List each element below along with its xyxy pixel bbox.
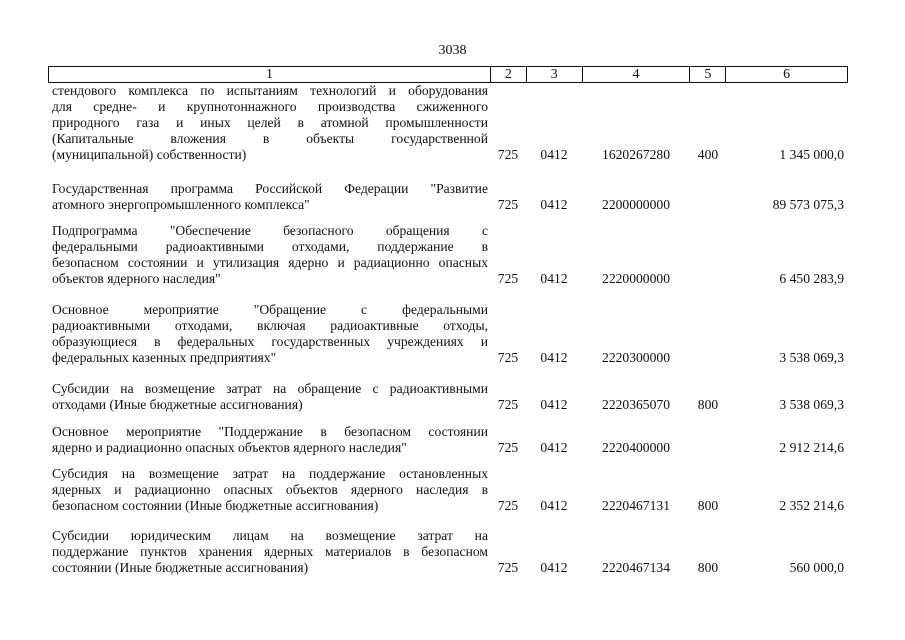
row-description <box>52 528 488 576</box>
description-line: атомного энергопромышленного комплекса" <box>52 197 310 212</box>
row-description <box>52 181 488 213</box>
section-code: 0412 <box>540 440 568 455</box>
chapter-code: 725 <box>497 498 519 513</box>
description-line: поддержание пунктов хранения ядерных материалов в безопасном <box>52 544 488 559</box>
description-line: природного газа и иных целей в атомной промышленности <box>52 115 488 130</box>
chapter-code: 725 <box>497 397 519 412</box>
target-code: 2220467134 <box>602 560 670 575</box>
row-description <box>52 223 488 287</box>
description-line: Субсидия на возмещение затрат на поддержание остановленных <box>52 466 488 481</box>
amount-value: 2 352 214,6 <box>779 498 844 513</box>
page-number: 3038 <box>438 43 467 58</box>
description-line: Субсидии на возмещение затрат на обращение с радиоактивными <box>52 381 488 396</box>
amount-value: 3 538 069,3 <box>779 350 844 365</box>
target-code: 1620267280 <box>602 147 670 162</box>
table-row <box>48 528 848 576</box>
expense-type-code: 800 <box>697 560 719 575</box>
description-line: стендового комплекса по испытаниям технологий и оборудования <box>52 83 488 98</box>
header-col-4: 4 <box>582 67 690 82</box>
chapter-code: 725 <box>497 440 519 455</box>
description-line: Основное мероприятие "Обращение с федеральными <box>52 302 488 317</box>
chapter-code: 725 <box>497 147 519 162</box>
target-code: 2200000000 <box>602 197 670 212</box>
expense-type-code: 400 <box>697 147 719 162</box>
row-description <box>52 466 488 514</box>
target-code: 2220400000 <box>602 440 670 455</box>
expense-type-code: 800 <box>697 498 719 513</box>
header-col-5: 5 <box>689 67 725 82</box>
row-description <box>52 302 488 366</box>
description-line: безопасном состоянии (Иные бюджетные ассигнования) <box>52 498 379 513</box>
description-line: (муниципальной) собственности) <box>52 147 247 162</box>
chapter-code: 725 <box>497 560 519 575</box>
header-col-3: 3 <box>526 67 582 82</box>
table-row <box>48 83 848 163</box>
description-line: для средне- и крупнотоннажного производства сжиженного <box>52 99 488 114</box>
description-line: Государственная программа Российской Федерации "Развитие <box>52 181 488 196</box>
target-code: 2220300000 <box>602 350 670 365</box>
section-code: 0412 <box>540 560 568 575</box>
amount-value: 560 000,0 <box>789 560 844 575</box>
table-header <box>48 66 848 83</box>
section-code: 0412 <box>540 350 568 365</box>
chapter-code: 725 <box>497 197 519 212</box>
description-line: объектов ядерного наследия" <box>52 271 221 286</box>
section-code: 0412 <box>540 147 568 162</box>
description-line: Основное мероприятие "Поддержание в безопасном состоянии <box>52 424 488 439</box>
row-description <box>52 424 488 456</box>
description-line: образующиеся в федеральных государственных учреждениях и <box>52 334 488 349</box>
description-line: безопасном состоянии и утилизация ядерно и радиационно опасных <box>52 255 488 270</box>
table-row <box>48 381 848 413</box>
description-line: ядерно и радиационно опасных объектов ядерного наследия" <box>52 440 407 455</box>
amount-value: 3 538 069,3 <box>779 397 844 412</box>
description-line: Подпрограмма "Обеспечение безопасного обращения с <box>52 223 488 238</box>
section-code: 0412 <box>540 197 568 212</box>
section-code: 0412 <box>540 397 568 412</box>
description-line: отходами (Иные бюджетные ассигнования) <box>52 397 303 412</box>
table-row <box>48 223 848 287</box>
header-col-1: 1 <box>265 67 273 82</box>
amount-value: 2 912 214,6 <box>779 440 844 455</box>
row-description <box>52 381 488 413</box>
target-code: 2220365070 <box>602 397 670 412</box>
header-col-2: 2 <box>490 67 526 82</box>
expense-type-code: 800 <box>697 397 719 412</box>
description-line: (Капитальные вложения в объекты государственной <box>52 131 488 146</box>
target-code: 2220467131 <box>602 498 670 513</box>
table-row <box>48 466 848 514</box>
amount-value: 89 573 075,3 <box>772 197 844 212</box>
section-code: 0412 <box>540 498 568 513</box>
amount-value: 6 450 283,9 <box>779 271 844 286</box>
table-row <box>48 424 848 456</box>
description-line: состоянии (Иные бюджетные ассигнования) <box>52 560 309 575</box>
chapter-code: 725 <box>497 271 519 286</box>
table-row <box>48 181 848 213</box>
amount-value: 1 345 000,0 <box>779 147 844 162</box>
description-line: федеральных казенных предприятиях" <box>52 350 277 365</box>
table-row <box>48 302 848 366</box>
header-col-6: 6 <box>725 67 847 82</box>
description-line: Субсидии юридическим лицам на возмещение затрат на <box>52 528 488 543</box>
section-code: 0412 <box>540 271 568 286</box>
description-line: радиоактивными отходами, включая радиоактивные отходы, <box>52 318 488 333</box>
row-description <box>52 83 488 163</box>
chapter-code: 725 <box>497 350 519 365</box>
description-line: федеральными радиоактивными отходами, поддержание в <box>52 239 488 254</box>
target-code: 2220000000 <box>602 271 670 286</box>
description-line: ядерных и радиационно опасных объектов ядерного наследия в <box>52 482 488 497</box>
